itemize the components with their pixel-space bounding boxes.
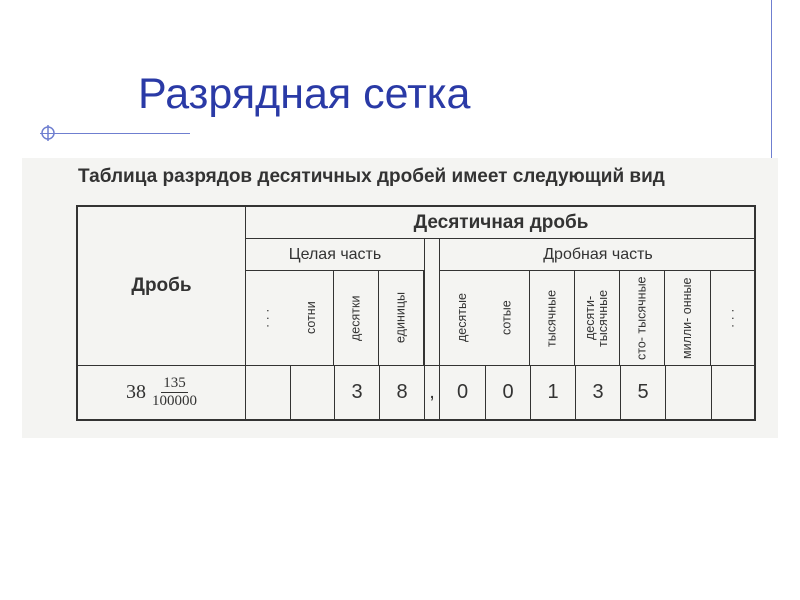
fraction-digit-value: 5 [620, 365, 665, 419]
example-whole: 38 [126, 381, 146, 403]
fraction-col-label: тысячные [530, 271, 575, 365]
example-numerator: 135 [163, 375, 186, 391]
whole-part-header: Целая часть [246, 239, 424, 271]
whole-digit-value: 8 [379, 365, 424, 419]
table-caption: Таблица разрядов десятичных дробей имеет следующий вид [78, 166, 665, 187]
place-value-table [76, 205, 756, 421]
separator-column-top [424, 239, 440, 365]
fraction-digit-value: 0 [440, 365, 485, 419]
fraction-col-label: десяти- тысячные [575, 271, 620, 365]
fraction-digit-value: 0 [485, 365, 530, 419]
fraction-digit-value [665, 365, 711, 419]
whole-digit-value: 3 [334, 365, 379, 419]
vertical-accent-line [771, 0, 772, 160]
fraction-col-label: сотые [485, 271, 530, 365]
whole-col-label: · · · [260, 308, 275, 328]
slide-title: Разрядная сетка [138, 70, 471, 118]
decimal-separator: , [424, 365, 440, 419]
whole-col-label: десятки [334, 271, 379, 365]
fractional-part-header: Дробная часть [440, 239, 756, 271]
scanned-table-image [22, 158, 778, 438]
fraction-column-header: Дробь [78, 207, 246, 365]
whole-col-label: единицы [379, 271, 424, 365]
whole-col-label: сотни [290, 271, 334, 365]
horizontal-accent-line [40, 133, 190, 134]
example-fraction [152, 375, 197, 410]
example-denominator: 100000 [152, 393, 197, 409]
fraction-digit-value: 1 [530, 365, 575, 419]
fraction-digit-value [711, 365, 756, 419]
fraction-col-label: десятые [455, 293, 469, 343]
fraction-col-label: сто- тысячные [620, 271, 665, 365]
decimal-fraction-header: Десятичная дробь [246, 207, 756, 239]
whole-digit-value [246, 365, 290, 419]
example-fraction-cell [78, 365, 246, 419]
fraction-col-label: милли- онные [665, 271, 711, 365]
fraction-digit-value: 3 [575, 365, 620, 419]
circle-decoration-icon [40, 125, 56, 141]
fraction-col-label: · · · [711, 271, 756, 365]
whole-digit-value [290, 365, 334, 419]
